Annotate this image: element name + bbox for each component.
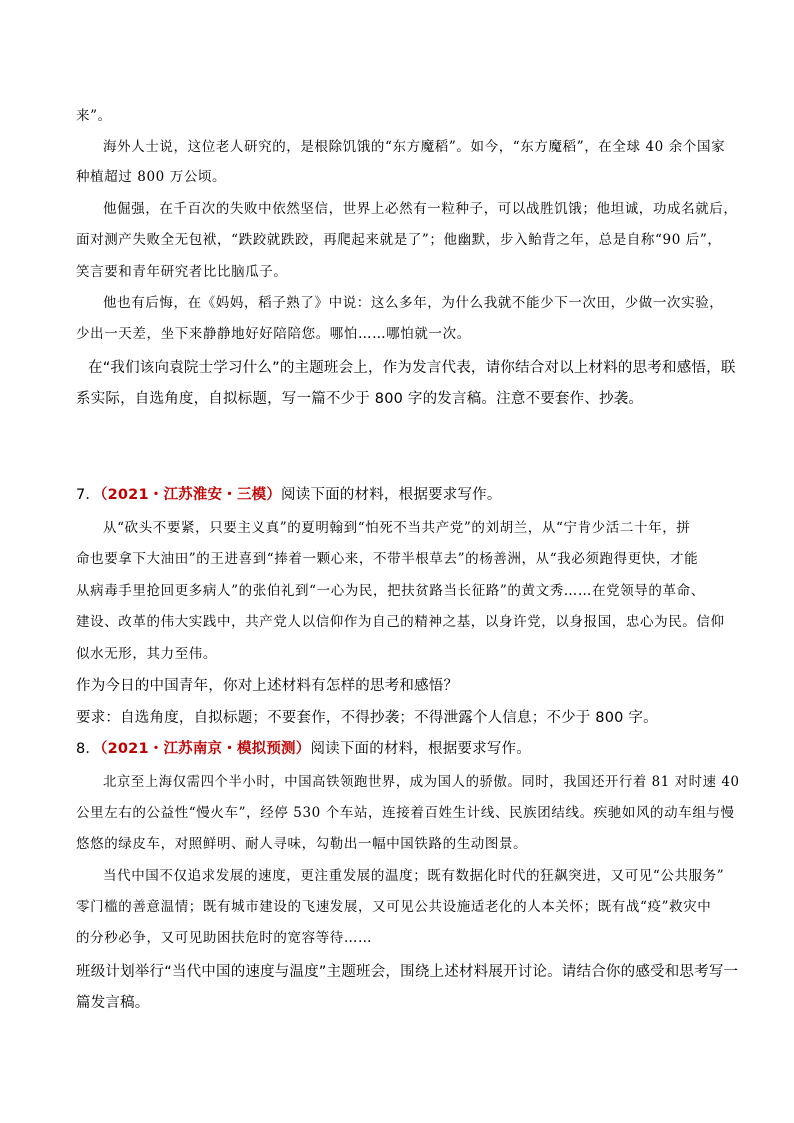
question-source: （2021・江苏淮安・三模） <box>100 487 282 503</box>
material-line: 建设、改革的伟大实践中，共产党人以信仰作为自己的精神之基，以身许党，以身报国，忠心为民。信仰 <box>76 614 725 630</box>
material-line: 海外人士说，这位老人研究的，是根除饥饿的“东方魔稻”。如今，“东方魔稻”，在全球 40 余个国家 <box>103 139 726 155</box>
material-line: 他倔强，在千百次的失败中依然坚信，世界上必然有一粒种子，可以战胜饥饿；他坦诚，功成名就后， <box>103 201 738 217</box>
material-line: 似水无形，其力至伟。 <box>76 646 217 662</box>
material-line: 从病毒手里抢回更多病人”的张伯礼到“一心为民，把扶贫路当长征路”的黄文秀……在党领导的革命、 <box>76 583 705 599</box>
material-line: 北京至上海仅需四个半小时，中国高铁领跑世界，成为国人的骄傲。同时，我国还开行着 81 对时速 40 <box>103 774 740 790</box>
material-line: 面对测产失败全无包袱，“跌跤就跌跤，再爬起来就是了”；他幽默，步入鲐背之年，总是自称“90 后”， <box>76 232 722 248</box>
prompt-line: 系实际，自选角度，自拟标题，写一篇不少于 800 字的发言稿。注意不要套作、抄袭。 <box>76 391 644 407</box>
material-line: 的分秒必争，又可见助困扶危时的宽容等待…… <box>76 930 373 946</box>
prompt-line: 在“我们该向袁院士学习什么”的主题班会上，作为发言代表，请你结合对以上材料的思考和感悟，联 <box>88 360 736 376</box>
question-prompt: 作为今日的中国青年，你对上述材料有怎样的思考和感悟？ <box>76 678 459 694</box>
question-7-heading <box>76 483 502 504</box>
question-source: （2021・江苏南京・模拟预测） <box>100 741 311 757</box>
question-requirement: 要求：自选角度，自拟标题；不要套作，不得抄袭；不得泄露个人信息；不少于 800 字。 <box>76 710 658 726</box>
material-line: 命也要拿下大油田”的王进喜到“捧着一颗心来，不带半根草去”的杨善洲，从“我必须跑得更快，才能 <box>76 551 699 567</box>
material-line: 种植超过 800 万公顷。 <box>76 169 227 185</box>
question-instruction: 阅读下面的材料，根据要求写作。 <box>281 487 502 503</box>
material-line: 少出一天差，坐下来静静地好好陪陪您。哪怕……哪怕就一次。 <box>76 326 471 342</box>
question-number: 8． <box>76 741 101 757</box>
material-line: 笑言要和青年研究者比比脑瓜子。 <box>76 264 288 280</box>
question-instruction: 阅读下面的材料，根据要求写作。 <box>310 741 531 757</box>
question-number: 7． <box>76 487 101 503</box>
material-line: 当代中国不仅追求发展的速度，更注重发展的温度；既有数据化时代的狂飙突进，又可见“公共服务” <box>103 868 725 884</box>
material-line: 悠悠的绿皮车，对照鲜明、耐人寻味，勾勒出一幅中国铁路的生动图景。 <box>76 836 528 852</box>
question-8-heading <box>76 737 531 758</box>
prompt-line: 篇发言稿。 <box>76 995 150 1011</box>
material-line: 来”。 <box>76 108 112 124</box>
material-line: 他也有后悔，在《妈妈，稻子熟了》中说：这么多年，为什么我就不能少下一次田，少做一次实验， <box>103 295 724 311</box>
material-line: 公里左右的公益性“慢火车”，经停 530 个车站，连接着百姓生计线、民族团结线。疾驰如风的动车组与慢 <box>76 805 735 821</box>
prompt-line: 班级计划举行“当代中国的速度与温度”主题班会，围绕上述材料展开讨论。请结合你的感受和思考写一 <box>76 964 739 980</box>
material-line: 从“砍头不要紧，只要主义真”的夏明翰到“怕死不当共产党”的刘胡兰，从“宁肯少活二十年，拼 <box>103 520 691 536</box>
material-line: 零门槛的善意温情；既有城市建设的飞速发展，又可见公共设施适老化的人本关怀；既有战“疫”救灾中 <box>76 899 712 915</box>
